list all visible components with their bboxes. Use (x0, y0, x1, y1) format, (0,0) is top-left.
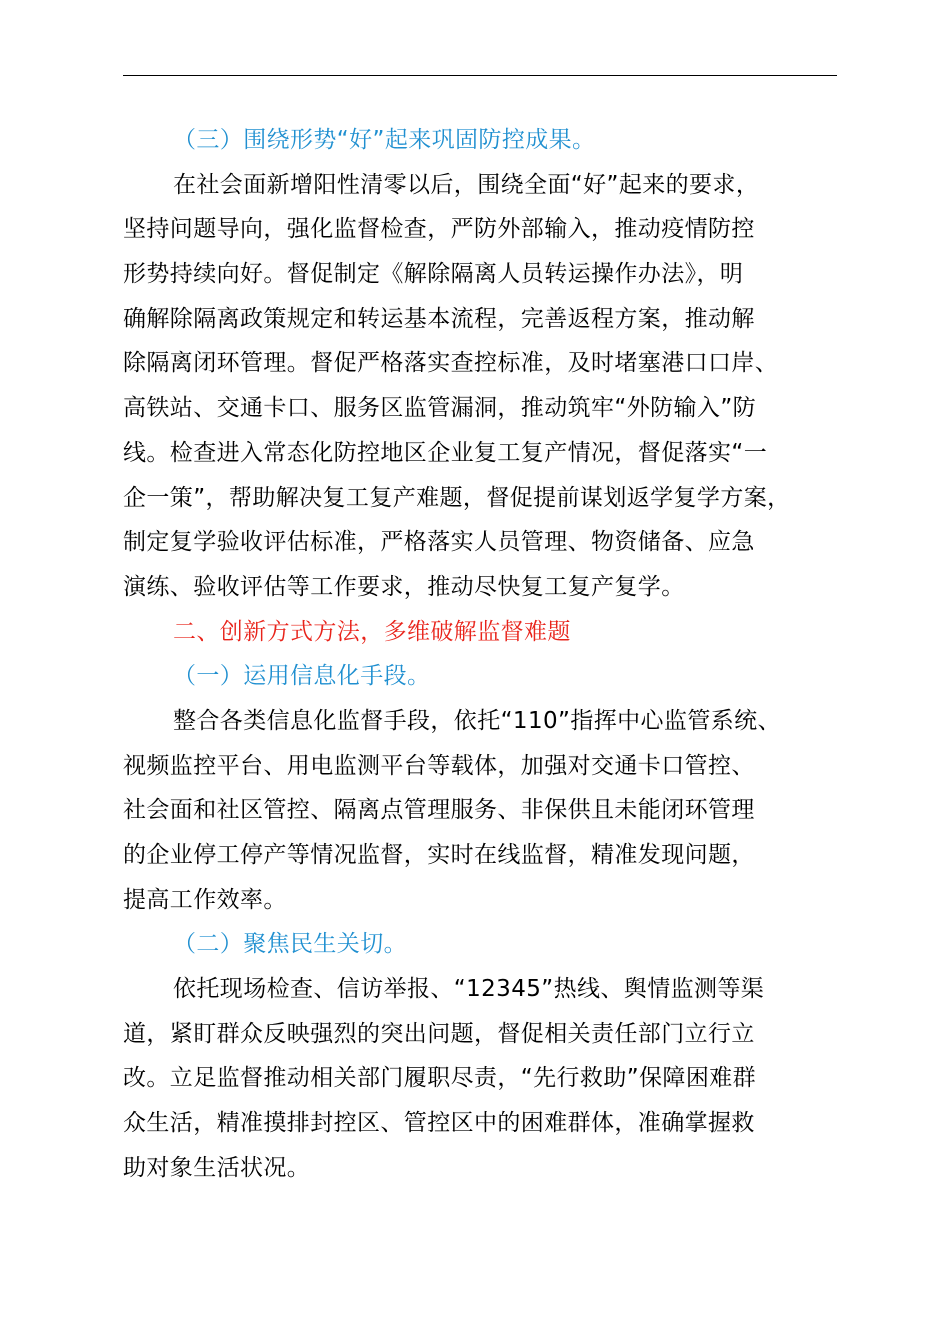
paragraph-line: 除隔离闭环管理。督促严格落实查控标准，及时堵塞港口口岸、 (123, 350, 779, 377)
paragraph-line: 众生活，精准摸排封控区、管控区中的困难群体，准确掌握救 (123, 1110, 755, 1137)
paragraph-line: 依托现场检查、信访举报、“12345”热线、舆情监测等渠 (173, 976, 765, 1003)
paragraph-line: 制定复学验收评估标准，严格落实人员管理、物资储备、应急 (123, 529, 755, 556)
paragraph-line: 高铁站、交通卡口、服务区监管漏洞，推动筑牢“外防输入”防 (123, 395, 757, 422)
paragraph-line: 改。立足监督推动相关部门履职尽责，“先行救助”保障困难群 (123, 1065, 757, 1092)
paragraph-line: 形势持续向好。督促制定《解除隔离人员转运操作办法》，明 (123, 261, 744, 288)
paragraph-line: 坚持问题导向，强化监督检查，严防外部输入，推动疫情防控 (123, 216, 755, 243)
paragraph-line: 确解除隔离政策规定和转运基本流程，完善返程方案，推动解 (123, 305, 755, 332)
paragraph-line: 社会面和社区管控、隔离点管理服务、非保供且未能闭环管理 (123, 797, 755, 824)
paragraph-line: 在社会面新增阳性清零以后，围绕全面“好”起来的要求， (173, 171, 760, 198)
paragraph-line: 整合各类信息化监督手段，依托“110”指挥中心监管系统、 (173, 707, 781, 734)
paragraph-line: 企一策”，帮助解决复工复产难题，督促提前谋划返学复学方案， (123, 484, 791, 511)
paragraph-line: 道，紧盯群众反映强烈的突出问题，督促相关责任部门立行立 (123, 1020, 755, 1047)
chapter-heading-2: 二、创新方式方法，多维破解监督难题 (173, 618, 571, 645)
paragraph-line: 助对象生活状况。 (123, 1154, 311, 1181)
paragraph-line: 视频监控平台、用电监测平台等载体，加强对交通卡口管控、 (123, 752, 755, 779)
section-heading-1: （一）运用信息化手段。 (173, 663, 431, 690)
header-rule (123, 75, 837, 76)
document-body (123, 118, 837, 1191)
paragraph-line: 提高工作效率。 (123, 886, 287, 913)
paragraph-line: 的企业停工停产等情况监督，实时在线监督，精准发现问题， (123, 842, 755, 868)
section-heading-3: （三）围绕形势“好”起来巩固防控成果。 (173, 127, 596, 153)
section-heading-2: （二）聚焦民生关切。 (173, 931, 407, 958)
paragraph-line: 线。检查进入常态化防控地区企业复工复产情况，督促落实“一 (123, 439, 768, 466)
paragraph-line: 演练、验收评估等工作要求，推动尽快复工复产复学。 (123, 573, 685, 600)
